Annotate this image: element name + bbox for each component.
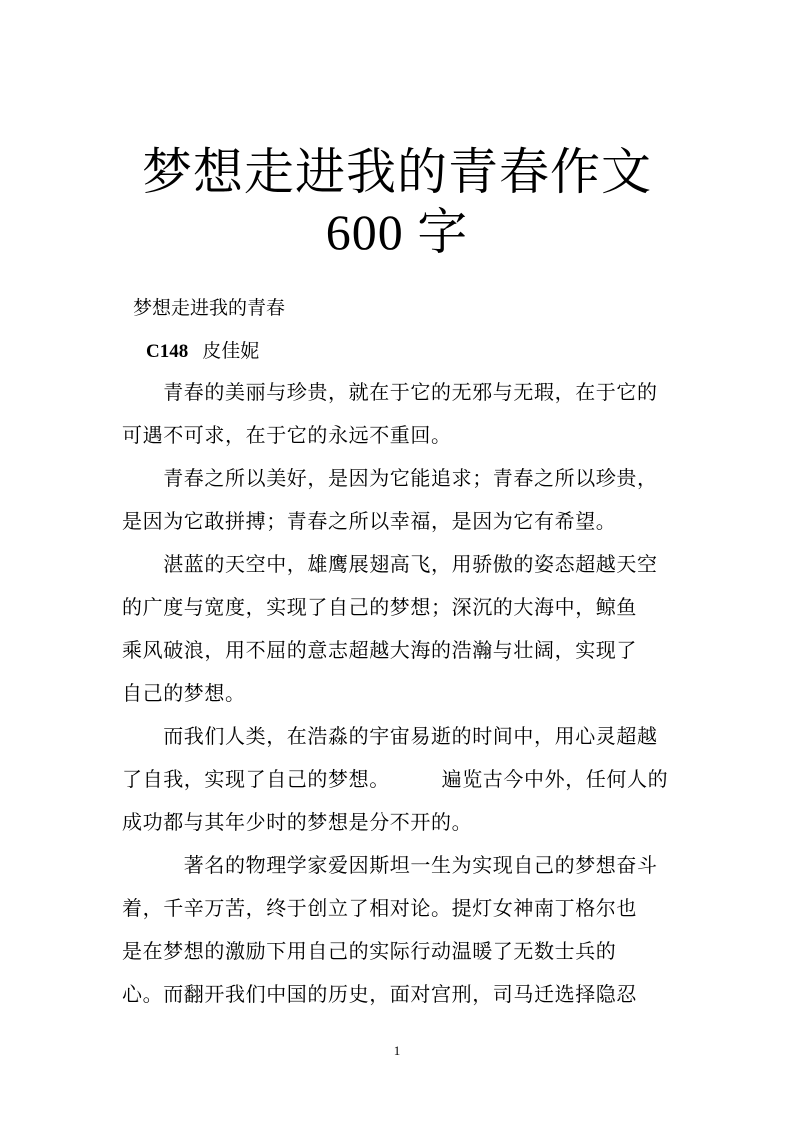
body-line: 青春之所以美好，是因为它能追求；青春之所以珍贵，: [122, 466, 658, 490]
body-line: 是在梦想的激励下用自己的实际行动温暖了无数士兵的: [122, 939, 617, 963]
body-line: 着，千辛万苦，终于创立了相对论。提灯女神南丁格尔也: [122, 896, 637, 920]
author-code: C148: [146, 341, 189, 362]
body-line: 可遇不可求，在于它的永远不重回。: [122, 423, 452, 447]
body-line: 而我们人类，在浩淼的宇宙易逝的时间中，用心灵超越: [122, 724, 658, 748]
body-line: 自己的梦想。: [122, 681, 246, 705]
essay-subtitle: 梦想走进我的青春: [133, 297, 286, 319]
author-line: [146, 339, 259, 364]
body-line: 成功都与其年少时的梦想是分不开的。: [122, 810, 473, 834]
body-line: 青春的美丽与珍贵，就在于它的无邪与无瑕，在于它的: [122, 380, 658, 404]
document-title-line-1: 梦想走进我的青春作文: [142, 144, 652, 200]
body-line: 心。而翻开我们中国的历史，面对宫刑，司马迁选择隐忍: [122, 982, 637, 1006]
body-line: 的广度与宽度，实现了自己的梦想；深沉的大海中，鲸鱼: [122, 595, 637, 619]
page-number: 1: [393, 1043, 401, 1058]
body-line: 著名的物理学家爱因斯坦一生为实现自己的梦想奋斗: [122, 853, 658, 877]
author-name: 皮佳妮: [202, 340, 260, 362]
body-line: 是因为它敢拼搏；青春之所以幸福，是因为它有希望。: [122, 509, 617, 533]
body-line: 了自我，实现了自己的梦想。 遍览古今中外，任何人的: [122, 767, 669, 791]
body-line: 湛蓝的天空中，雄鹰展翅高飞，用骄傲的姿态超越天空: [122, 552, 658, 576]
body-line: 乘风破浪，用不屈的意志超越大海的浩瀚与壮阔，实现了: [122, 638, 637, 662]
document-title-line-2: 600 字: [325, 204, 469, 260]
